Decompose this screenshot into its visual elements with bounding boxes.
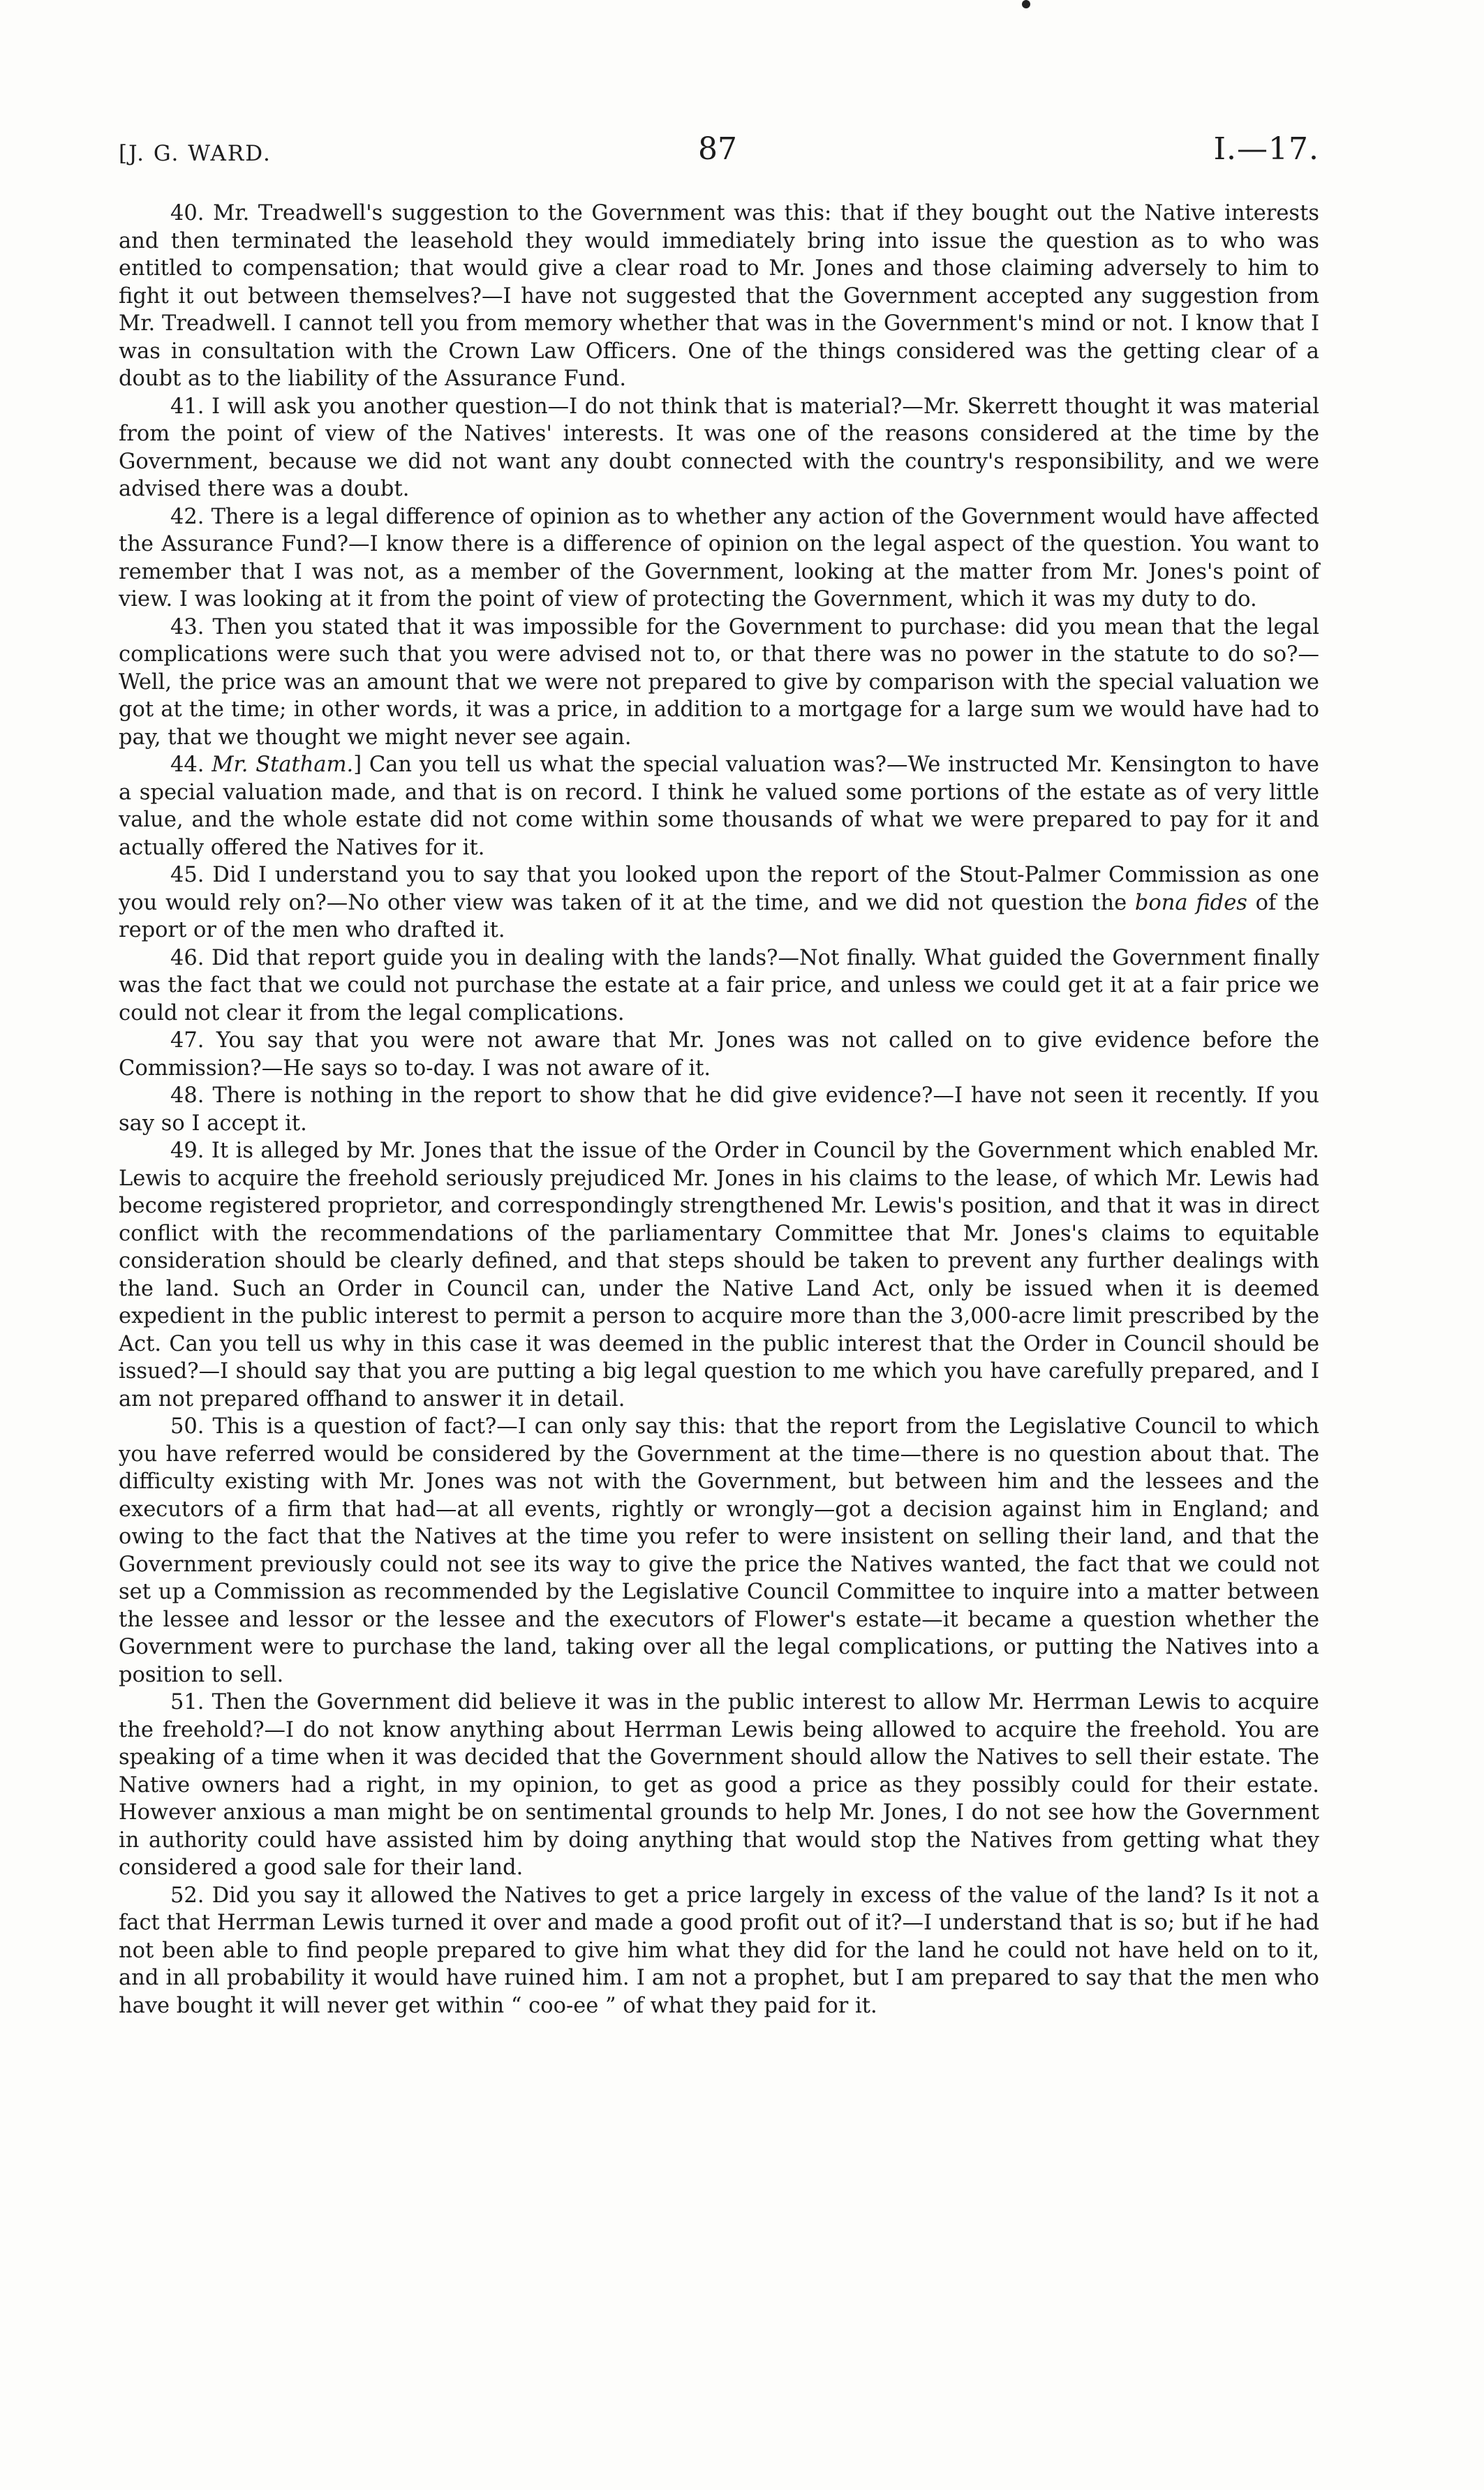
paragraph-49 <box>119 1137 1319 1413</box>
paragraph-text: Mr. Treadwell's suggestion to the Government was this: that if they bought out the Native interests and then terminated the leasehold they would immediately bring into issue the question as to who was entitled to compensation; that would give a clear road to Mr. Jones and those claiming adversely to him to fight it out between themselves?—I have not suggested that the Government accepted any suggestion from Mr. Treadwell. I cannot tell you from memory whether that was in the Government's mind or not. I know that I was in consultation with the Crown Law Officers. One of the things considered was the getting clear of a doubt as to the liability of the Assurance Fund. <box>119 201 1319 391</box>
paragraph-51 <box>119 1689 1319 1882</box>
page-mark <box>1022 0 1030 8</box>
paragraph-46 <box>119 944 1319 1028</box>
paragraph-number: 44. <box>170 753 205 777</box>
paragraph-number: 42. <box>170 504 205 529</box>
paragraph-50 <box>119 1413 1319 1689</box>
page-header <box>119 131 1319 180</box>
paragraph-text: Did you say it allowed the Natives to get a price largely in excess of the value of the land? Is it not a fact that Herrman Lewis turned it over and made a good profit out of it?—I understand that is so; but if he had not been able to find people prepared to give him what they did for the land he could not have held on to it, and in all probability it would have ruined him. I am not a prophet, but I am prepared to say that the men who have bought it will never get within “ coo-ee ” of what they paid for it. <box>119 1883 1319 2018</box>
paragraph-number: 43. <box>170 614 205 639</box>
paragraph-48 <box>119 1082 1319 1137</box>
paragraph-number: 47. <box>170 1028 205 1053</box>
paragraph-text: ] Can you tell us what the special valuation was?—We instructed Mr. Kensington to have a special valuation made, and that is on record. I think he valued some portions of the estate as of very little value, and the whole estate did not come within some thousands of what we were prepared to pay for it and actually offered the Natives for it. <box>119 753 1319 860</box>
paragraph-number: 46. <box>170 945 205 970</box>
paragraph-number: 41. <box>170 394 205 419</box>
paragraph-number: 51. <box>170 1690 205 1714</box>
paragraph-40 <box>119 200 1319 393</box>
paragraph-42 <box>119 503 1319 614</box>
paragraph-number: 48. <box>170 1083 205 1108</box>
paragraph-number: 52. <box>170 1883 205 1908</box>
paragraph-text: Then the Government did believe it was in the public interest to allow Mr. Herrman Lewis to acquire the freehold?—I do not know anything about Herrman Lewis being allowed to acquire the freehold. You are speaking of a time when it was decided that the Government should allow the Natives to sell their estate. The Native owners had a right, in my opinion, to get as good a price as they possibly could for their estate. However anxious a man might be on sentimental grounds to help Mr. Jones, I do not see how the Government in authority could have assisted him by doing anything that would stop the Natives from getting what they considered a good sale for their land. <box>119 1690 1319 1880</box>
paragraph-44 <box>119 751 1319 861</box>
paragraph-41 <box>119 393 1319 503</box>
paragraph-text: Then you stated that it was impossible for the Government to purchase: did you mean that the legal complications were such that you were advised not to, or that there was no power in the statute to do so?—Well, the price was an amount that we were not prepared to give by comparison with the special valuation we got at the time; in other words, it was a price, in addition to a mortgage for a large sum we would have had to pay, that we thought we might never see again. <box>119 614 1319 750</box>
paragraph-number: 50. <box>170 1414 205 1439</box>
paragraph-text: There is nothing in the report to show that he did give evidence?—I have not seen it recently. If you say so I accept it. <box>119 1083 1320 1136</box>
paragraph-text: I will ask you another question—I do not think that is material?—Mr. Skerrett thought it was material from the point of view of the Natives' interests. It was one of the reasons considered at the time by the Government, because we did not want any doubt connected with the country's responsibility, and we were advised there was a doubt. <box>119 394 1320 501</box>
page-number: 87 <box>698 131 737 167</box>
header-witness: [J. G. WARD. <box>119 141 272 166</box>
paragraph-52 <box>119 1882 1319 2020</box>
speaker-name: Mr. Statham. <box>212 753 354 777</box>
paragraph-45 <box>119 861 1319 944</box>
paragraph-text: There is a legal difference of opinion as to whether any action of the Government would have affected the Assurance Fund?—I know there is a difference of opinion on the legal aspect of the question. You want to remember that I was not, as a member of the Government, looking at the matter from Mr. Jones's point of view. I was looking at it from the point of view of protecting the Government, which it was my duty to do. <box>119 504 1319 612</box>
paragraph-43 <box>119 614 1319 752</box>
paragraph-text: Did that report guide you in dealing with the lands?—Not finally. What guided the Government finally was the fact that we could not purchase the estate at a fair price, and unless we could get it at a fair price we could not clear it from the legal complications. <box>119 945 1319 1025</box>
document-body <box>119 200 1319 2020</box>
paragraph-text: You say that you were not aware that Mr. Jones was not called on to give evidence before the Commission?—He says so to-day. I was not aware of it. <box>119 1028 1320 1081</box>
paragraph-text-end: of the report or of the men who drafted it. <box>119 890 1319 942</box>
document-reference: I.—17. <box>1213 131 1319 167</box>
italic-phrase: bona fides <box>1134 890 1247 915</box>
paragraph-text: This is a question of fact?—I can only say this: that the report from the Legislative Council to which you have referred would be considered by the Government at the time—there is no question about that. The difficulty existing with Mr. Jones was not with the Government, but between him and the lessees and the executors of a firm that had—at all events, rightly or wrongly—got a decision against him in England; and owing to the fact that the Natives at the time you refer to were insistent on selling their land, and that the Government previously could not see its way to give the price the Natives wanted, the fact that we could not set up a Commission as recommended by the Legislative Council Committee to inquire into a matter between the lessee and lessor or the lessee and the executors of Flower's estate—it became a question whether the Government were to purchase the land, taking over all the legal complications, or putting the Natives into a position to sell. <box>119 1414 1319 1687</box>
paragraph-number: 40. <box>170 201 205 225</box>
paragraph-text: Did I understand you to say that you looked upon the report of the Stout-Palmer Commission as one you would rely on?—No other view was taken of it at the time, and we did not question the <box>119 863 1319 915</box>
paragraph-47 <box>119 1027 1319 1082</box>
paragraph-text: It is alleged by Mr. Jones that the issue of the Order in Council by the Government which enabled Mr. Lewis to acquire the freehold seriously prejudiced Mr. Jones in his claims to the lease, of which Mr. Lewis had become registered proprietor, and correspondingly strengthened Mr. Lewis's position, and that it was in direct conflict with the recommendations of the parliamentary Committee that Mr. Jones's claims to equitable consideration should be clearly defined, and that steps should be taken to prevent any further dealings with the land. Such an Order in Council can, under the Native Land Act, only be issued when it is deemed expedient in the public interest to permit a person to acquire more than the 3,000-acre limit prescribed by the Act. Can you tell us why in this case it was deemed in the public interest that the Order in Council should be issued?—I should say that you are putting a big legal question to me which you have carefully prepared, and I am not prepared offhand to answer it in detail. <box>119 1139 1319 1411</box>
paragraph-number: 49. <box>170 1139 205 1163</box>
paragraph-number: 45. <box>170 863 205 887</box>
